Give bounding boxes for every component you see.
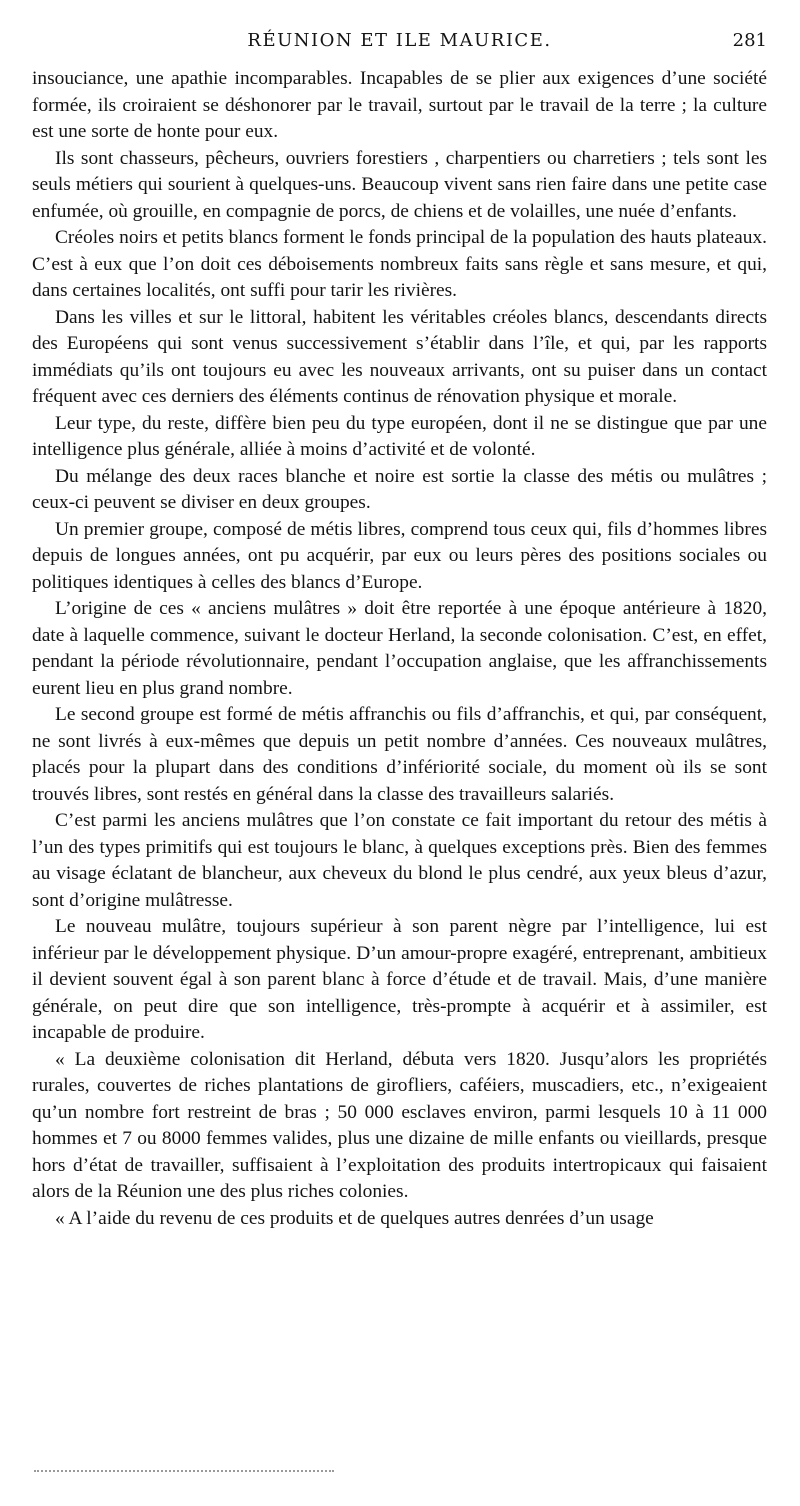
paragraph: Leur type, du reste, diffère bien peu du type européen, dont il ne se distingue que par une intelligence plus générale, alliée à moins d’activité et de volonté. <box>32 412 767 460</box>
paragraph: Ils sont chasseurs, pêcheurs, ouvriers forestiers , charpentiers ou charretiers ; tels sont les seuls métiers qui sourient à quelques-uns. Beaucoup vivent sans rien faire dans une petite case enfumée, où grouille, en compagnie de porcs, de chiens et de volailles, une nuée d’enfants. <box>32 147 767 222</box>
paragraph: L’origine de ces « anciens mulâtres » doit être reportée à une époque antérieure à 1820, date à laquelle commence, suivant le docteur Herland, la seconde colonisation. C’est, en effet, pendant la période révolutionnaire, pendant l’occupation anglaise, que les affranchissements eurent lieu en plus grand nombre. <box>32 598 767 699</box>
paragraph: Le nouveau mulâtre, toujours supérieur à son parent nègre par l’intelligence, lui est inférieur par le développement physique. D’un amour-propre exagéré, entreprenant, ambitieux il devient souvent égal à son parent blanc à force d’étude et de travail. Mais, d’une manière générale, on peut dire que son intelligence, très-prompte à acquérir et à assimiler, est incapable de produire. <box>32 916 767 1043</box>
page-header <box>32 30 767 60</box>
page-number: 281 <box>732 30 767 51</box>
paragraph: Créoles noirs et petits blancs forment le fonds principal de la population des hauts plateaux. C’est à eux que l’on doit ces déboisements nombreux faits sans règle et sans mesure, et qui, dans certaines localités, ont suffi pour tarir les rivières. <box>32 227 767 301</box>
paragraph: Le second groupe est formé de métis affranchis ou fils d’affranchis, et qui, par conséquent, ne sont livrés à eux-mêmes que depuis un petit nombre d’années. Ces nouveaux mulâtres, placés pour la plupart dans des conditions d’infériorité sociale, du moment où ils se sont trouvés libres, sont restés en général dans la classe des travailleurs salariés. <box>32 704 767 805</box>
running-title: RÉUNION ET ILE MAURICE. <box>247 30 552 51</box>
paragraph: Du mélange des deux races blanche et noire est sortie la classe des métis ou mulâtres ; ceux-ci peuvent se diviser en deux groupes. <box>32 465 767 513</box>
body-text <box>32 66 767 1232</box>
paragraph: Dans les villes et sur le littoral, habitent les véritables créoles blancs, descendants directs des Européens qui sont venus successivement s’établir dans l’île, et qui, par les rapports immédiats qu’ils ont toujours eu avec les nouveaux arrivants, ont su puiser dans un contact fréquent avec ces derniers des éléments continus de rénovation physique et morale. <box>32 306 767 407</box>
paragraph: Un premier groupe, composé de métis libres, comprend tous ceux qui, fils d’hommes libres depuis de longues années, ont pu acquérir, par eux ou leurs pères des positions sociales ou politiques identiques à celles des blancs d’Europe. <box>32 518 767 593</box>
paragraph: insouciance, une apathie incomparables. Incapables de se plier aux exigences d’une société formée, ils croiraient se déshonorer par le travail, surtout par le travail de la terre ; la culture est une sorte de honte pour eux. <box>32 68 767 142</box>
paragraph: « A l’aide du revenu de ces produits et de quelques autres denrées d’un usage <box>55 1207 654 1229</box>
paragraph: « La deuxième colonisation dit Herland, débuta vers 1820. Jusqu’alors les propriétés rurales, couvertes de riches plantations de girofliers, caféiers, muscadiers, etc., n’exigeaient qu’un nombre fort restreint de bras ; 50 000 esclaves environ, parmi lesquels 10 à 11 000 hommes et 7 ou 8000 femmes valides, plus une dizaine de mille enfants ou vieillards, presque hors d’état de travailler, suffisaient à l’exploitation des produits intertropicaux qui faisaient alors de la Réunion une des plus riches colonies. <box>32 1048 767 1202</box>
footer-rule <box>34 1470 334 1472</box>
paragraph: C’est parmi les anciens mulâtres que l’on constate ce fait important du retour des métis à l’un des types primitifs qui est toujours le blanc, à quelques exceptions près. Bien des femmes au visage éclatant de blancheur, aux cheveux du blond le plus cendré, aux yeux bleus d’azur, sont d’origine mulâtresse. <box>32 810 767 911</box>
